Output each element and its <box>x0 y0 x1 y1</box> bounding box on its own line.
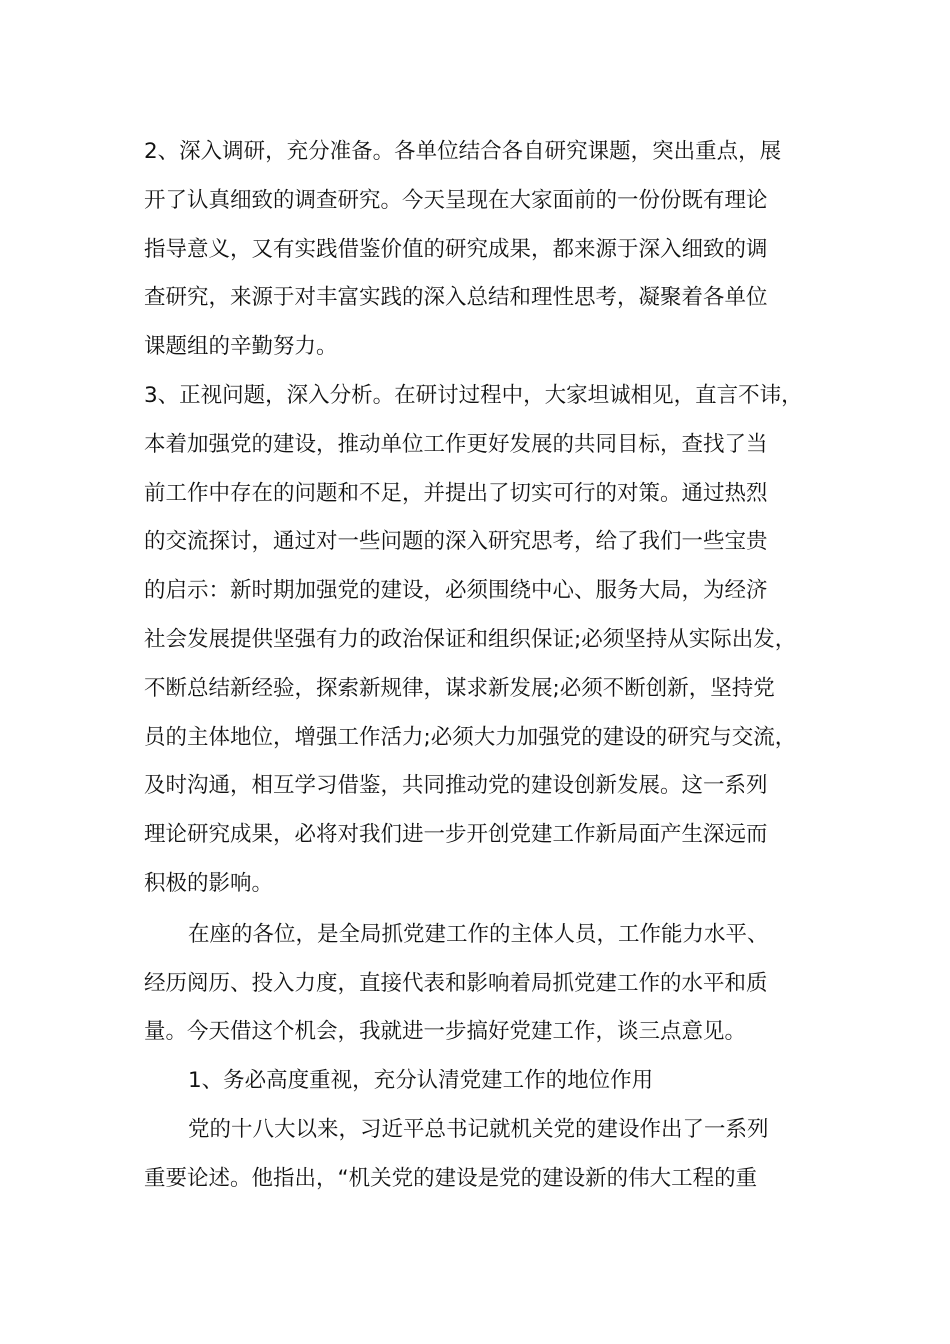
section-heading-1 <box>144 1057 824 1106</box>
document-body <box>144 128 824 1204</box>
text-line: 及时沟通，相互学习借鉴，共同推动党的建设创新发展。这一系列 <box>144 773 768 799</box>
text-line: 指导意义，又有实践借鉴价值的研究成果，都来源于深入细致的调 <box>144 236 768 262</box>
text-line: 不断总结新经验，探索新规律，谋求新发展;必须不断创新，坚持党 <box>144 675 775 701</box>
text-line: 前工作中存在的问题和不足，并提出了切实可行的对策。通过热烈 <box>144 480 768 506</box>
text-line: 本着加强党的建设，推动单位工作更好发展的共同目标，查找了当 <box>144 431 768 457</box>
paragraph-eighteenth-congress <box>144 1106 824 1204</box>
text-line: 2、深入调研，充分准备。各单位结合各自研究课题，突出重点，展 <box>144 139 782 164</box>
text-line: 在座的各位，是全局抓党建工作的主体人员，工作能力水平、 <box>188 921 769 947</box>
text-line: 开了认真细致的调查研究。今天呈现在大家面前的一份份既有理论 <box>144 187 768 213</box>
text-line: 积极的影响。 <box>144 870 274 896</box>
text-line: 3、正视问题，深入分析。在研讨过程中，大家坦诚相见，直言不讳， <box>144 382 803 408</box>
paragraph-attendees <box>144 911 824 1057</box>
heading-line: 1、务必高度重视，充分认清党建工作的地位作用 <box>188 1068 654 1094</box>
paragraph-research-preparation <box>144 128 824 372</box>
text-line: 党的十八大以来，习近平总书记就机关党的建设作出了一系列 <box>188 1116 769 1142</box>
text-line: 量。今天借这个机会，我就进一步搞好党建工作，谈三点意见。 <box>144 1019 747 1045</box>
text-line: 课题组的辛勤努力。 <box>144 334 338 360</box>
text-line: 理论研究成果，必将对我们进一步开创党建工作新局面产生深远而 <box>144 822 768 848</box>
text-line: 社会发展提供坚强有力的政治保证和组织保证;必须坚持从实际出发， <box>144 626 797 652</box>
text-line: 重要论述。他指出，“机关党的建设是党的建设新的伟大工程的重 <box>144 1165 758 1191</box>
text-line: 查研究，来源于对丰富实践的深入总结和理性思考，凝聚着各单位 <box>144 285 768 311</box>
text-line: 的交流探讨，通过对一些问题的深入研究思考，给了我们一些宝贵 <box>144 529 768 555</box>
text-line: 员的主体地位，增强工作活力;必须大力加强党的建设的研究与交流， <box>144 724 797 750</box>
text-line: 的启示：新时期加强党的建设，必须围绕中心、服务大局，为经济 <box>144 578 768 604</box>
paragraph-face-problems <box>144 372 824 909</box>
text-line: 经历阅历、投入力度，直接代表和影响着局抓党建工作的水平和质 <box>144 970 768 996</box>
